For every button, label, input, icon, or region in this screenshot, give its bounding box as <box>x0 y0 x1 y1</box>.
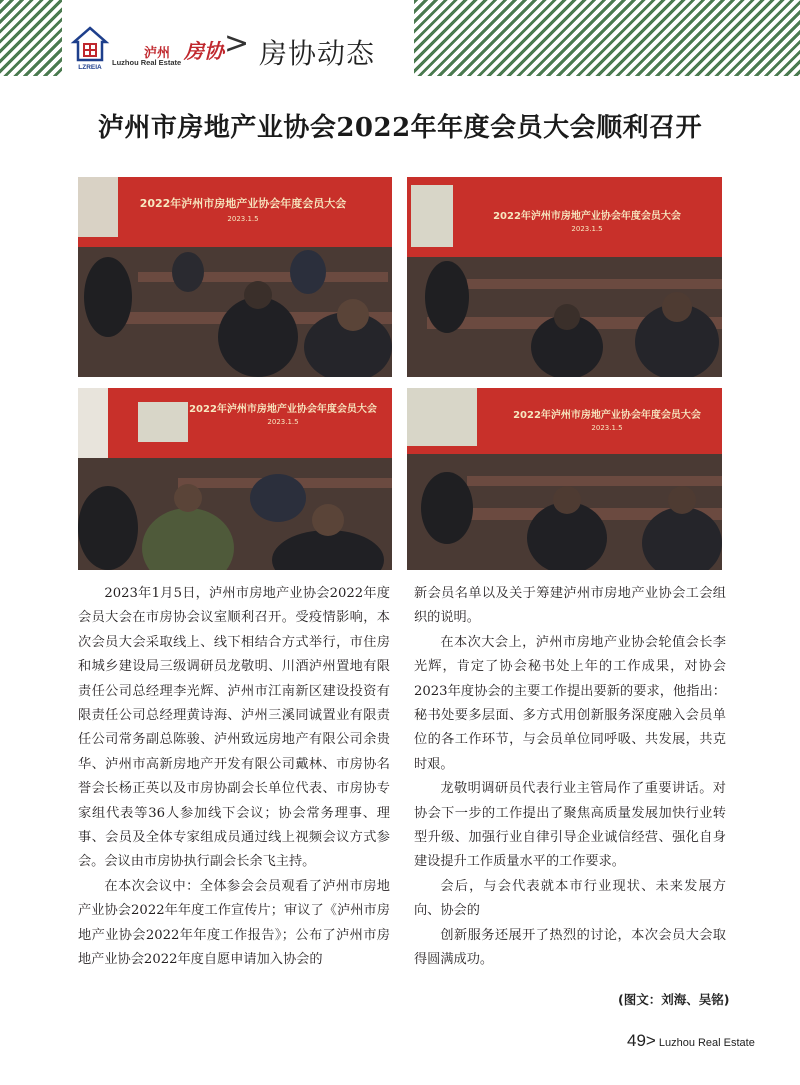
banner-title: 2022年泸州市房地产业协会年度会员大会 <box>493 211 681 222</box>
logo-abbr: LZREIA <box>78 64 102 71</box>
article-paragraph: 在本次会议中：全体参会会员观看了泸州市房地产业协会2022年年度工作宣传片；审议了《泸州市房地产业协会2022年年度工作报告》；公布了泸州市房地产业协会2022年度自愿申请加入协会的 <box>78 878 390 968</box>
header-stripe-right <box>414 0 800 76</box>
meeting-photo-3 <box>78 388 392 570</box>
article-column-right <box>414 582 726 973</box>
banner-date: 2023.1.5 <box>571 225 603 233</box>
section-title: 房协动态 <box>259 37 376 70</box>
brand-fangxie: 房协 <box>184 39 224 63</box>
publication-name: Luzhou Real Estate <box>658 1037 755 1049</box>
page-footer <box>627 1031 755 1051</box>
meeting-photo-1 <box>78 177 392 377</box>
article-paragraph: 新会员名单以及关于筹建泸州市房地产业协会工会组织的说明。 <box>414 586 726 626</box>
page-number: 49> <box>627 1031 656 1050</box>
banner-title: 2022年泸州市房地产业协会年度会员大会 <box>139 197 347 210</box>
banner-date: 2023.1.5 <box>267 418 299 426</box>
article-headline: 泸州市房地产业协会2022年年度会员大会顺利召开 <box>97 113 703 143</box>
article-paragraph: 龙敬明调研员代表行业主管局作了重要讲话。对协会下一步的工作提出了聚焦高质量发展加快行业转型升级、加强行业自律引导企业诚信经营、强化自身建设提升工作质量水平的工作要求。 <box>414 781 726 870</box>
photo-text-credit: (图文：刘海、吴铭) <box>618 992 730 1007</box>
banner-date: 2023.1.5 <box>591 424 623 432</box>
article-paragraph: 创新服务还展开了热烈的讨论，本次会员大会取得圆满成功。 <box>414 927 726 968</box>
article-column-left <box>78 582 390 973</box>
article-paragraph: 2023年1月5日，泸州市房地产业协会2022年度会员大会在市房协会议室顺利召开。受疫情影响，本次会员大会采取线上、线下相结合方式举行，市住房和城乡建设局三级调研员龙敬明、川酒泸州置地有限责任公司总经理李光辉、泸州市江南新区建设投资有限责任公司总经理黄诗海、泸州三溪同诚置业有限责任公司常务副总陈骏、泸州致远房地产有限公司余贵华、泸州市高新房地产开发有限公司戴林、市房协名誉会长杨正英以及市房协副会长单位代表、市房协专家组代表等36人参加线下会议；协会常务理事、理事、会员及全体专家组成员通过线上视频会议方式参会。会议由市房协执行副会长余飞主持。 <box>78 586 390 870</box>
meeting-photo-4 <box>407 388 722 570</box>
article-paragraph: 在本次大会上，泸州市房地产业协会轮值会长李光辉，肯定了协会秘书处上年的工作成果，对协会2023年度协会的主要工作提出要新的要求，他指出：秘书处要多层面、多方式用创新服务深度融入会员单位的各工作环节，与会员单位同呼吸、共发展，共克时艰。 <box>414 634 726 772</box>
meeting-photo-2 <box>407 177 722 377</box>
lzreia-logo-icon <box>70 26 110 72</box>
brand-city: 泸州 <box>144 46 171 61</box>
banner-title: 2022年泸州市房地产业协会年度会员大会 <box>513 410 701 421</box>
banner-date: 2023.1.5 <box>227 215 259 223</box>
brand-english: Luzhou Real Estate <box>112 58 182 67</box>
chevron-right-icon: > <box>224 26 250 61</box>
article-paragraph: 会后，与会代表就本市行业现状、未来发展方向、协会的 <box>414 878 726 919</box>
header-stripe-left <box>0 0 62 76</box>
banner-title: 2022年泸州市房地产业协会年度会员大会 <box>189 404 377 415</box>
